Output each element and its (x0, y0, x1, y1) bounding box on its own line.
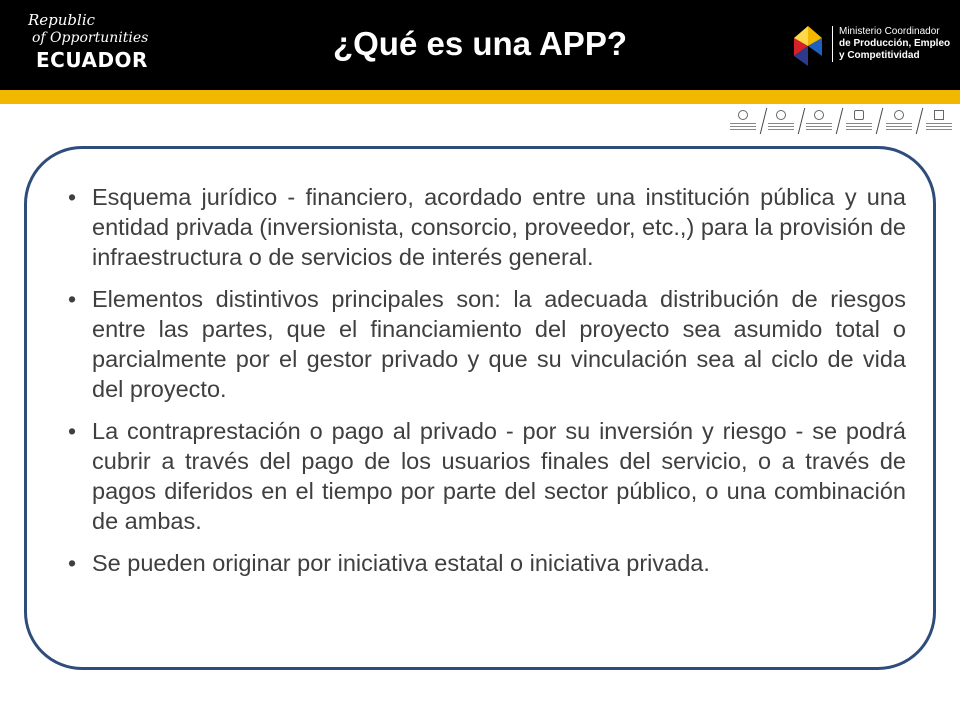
bullet-dot-icon: • (68, 184, 77, 210)
bullet-list (66, 182, 906, 590)
logo-script-line2: of Opportunities (32, 30, 149, 46)
header-stripe (0, 90, 960, 104)
ministry-line2: de Producción, Empleo (839, 38, 951, 49)
partner-logo-3 (804, 108, 834, 134)
partner-logo-4 (844, 108, 874, 134)
bullet-item (66, 182, 906, 272)
logo-script-line1: Republic (28, 11, 96, 29)
header-bar (0, 0, 960, 90)
bullet-item (66, 284, 906, 404)
partner-logo-5 (884, 108, 914, 134)
partner-logos (724, 106, 960, 136)
bullet-dot-icon: • (68, 286, 77, 312)
ministry-name (832, 26, 959, 62)
bullet-text: Elementos distintivos principales son: la adecuada distribución de riesgos entre las partes, que el financiamiento del proyecto sea asumido total o parcialmente por el gestor privado y que su vinculación sea al ciclo de vida del proyecto. (92, 286, 906, 402)
bullet-text: La contraprestación o pago al privado - por su inversión y riesgo - se podrá cubrir a través del pago de los usuarios finales del servicio, o a través de pagos diferidos en el tiempo por parte del sector público, o una combinación de ambas. (92, 418, 906, 534)
bullet-text: Esquema jurídico - financiero, acordado entre una institución pública y una entidad privada (inversionista, consorcio, proveedor, etc.,) para la provisión de infraestructura o de servicios de interés general. (92, 184, 906, 270)
bullet-item (66, 548, 906, 578)
bullet-text: Se pueden originar por iniciativa estatal o iniciativa privada. (92, 550, 710, 576)
ministry-line3: y Competitividad (839, 50, 920, 61)
partner-logo-6 (924, 108, 954, 134)
bullet-dot-icon: • (68, 418, 77, 444)
ministry-logo (788, 10, 958, 80)
ministry-line1: Ministerio Coordinador (839, 26, 940, 37)
bullet-item (66, 416, 906, 536)
partner-logo-2 (766, 108, 796, 134)
bullet-dot-icon: • (68, 550, 77, 576)
ministry-emblem-icon (788, 24, 828, 68)
slide-title: ¿Qué es una APP? (332, 25, 627, 62)
logo-ecuador-word: ECUADOR (36, 48, 148, 72)
partner-logo-1 (728, 108, 758, 134)
